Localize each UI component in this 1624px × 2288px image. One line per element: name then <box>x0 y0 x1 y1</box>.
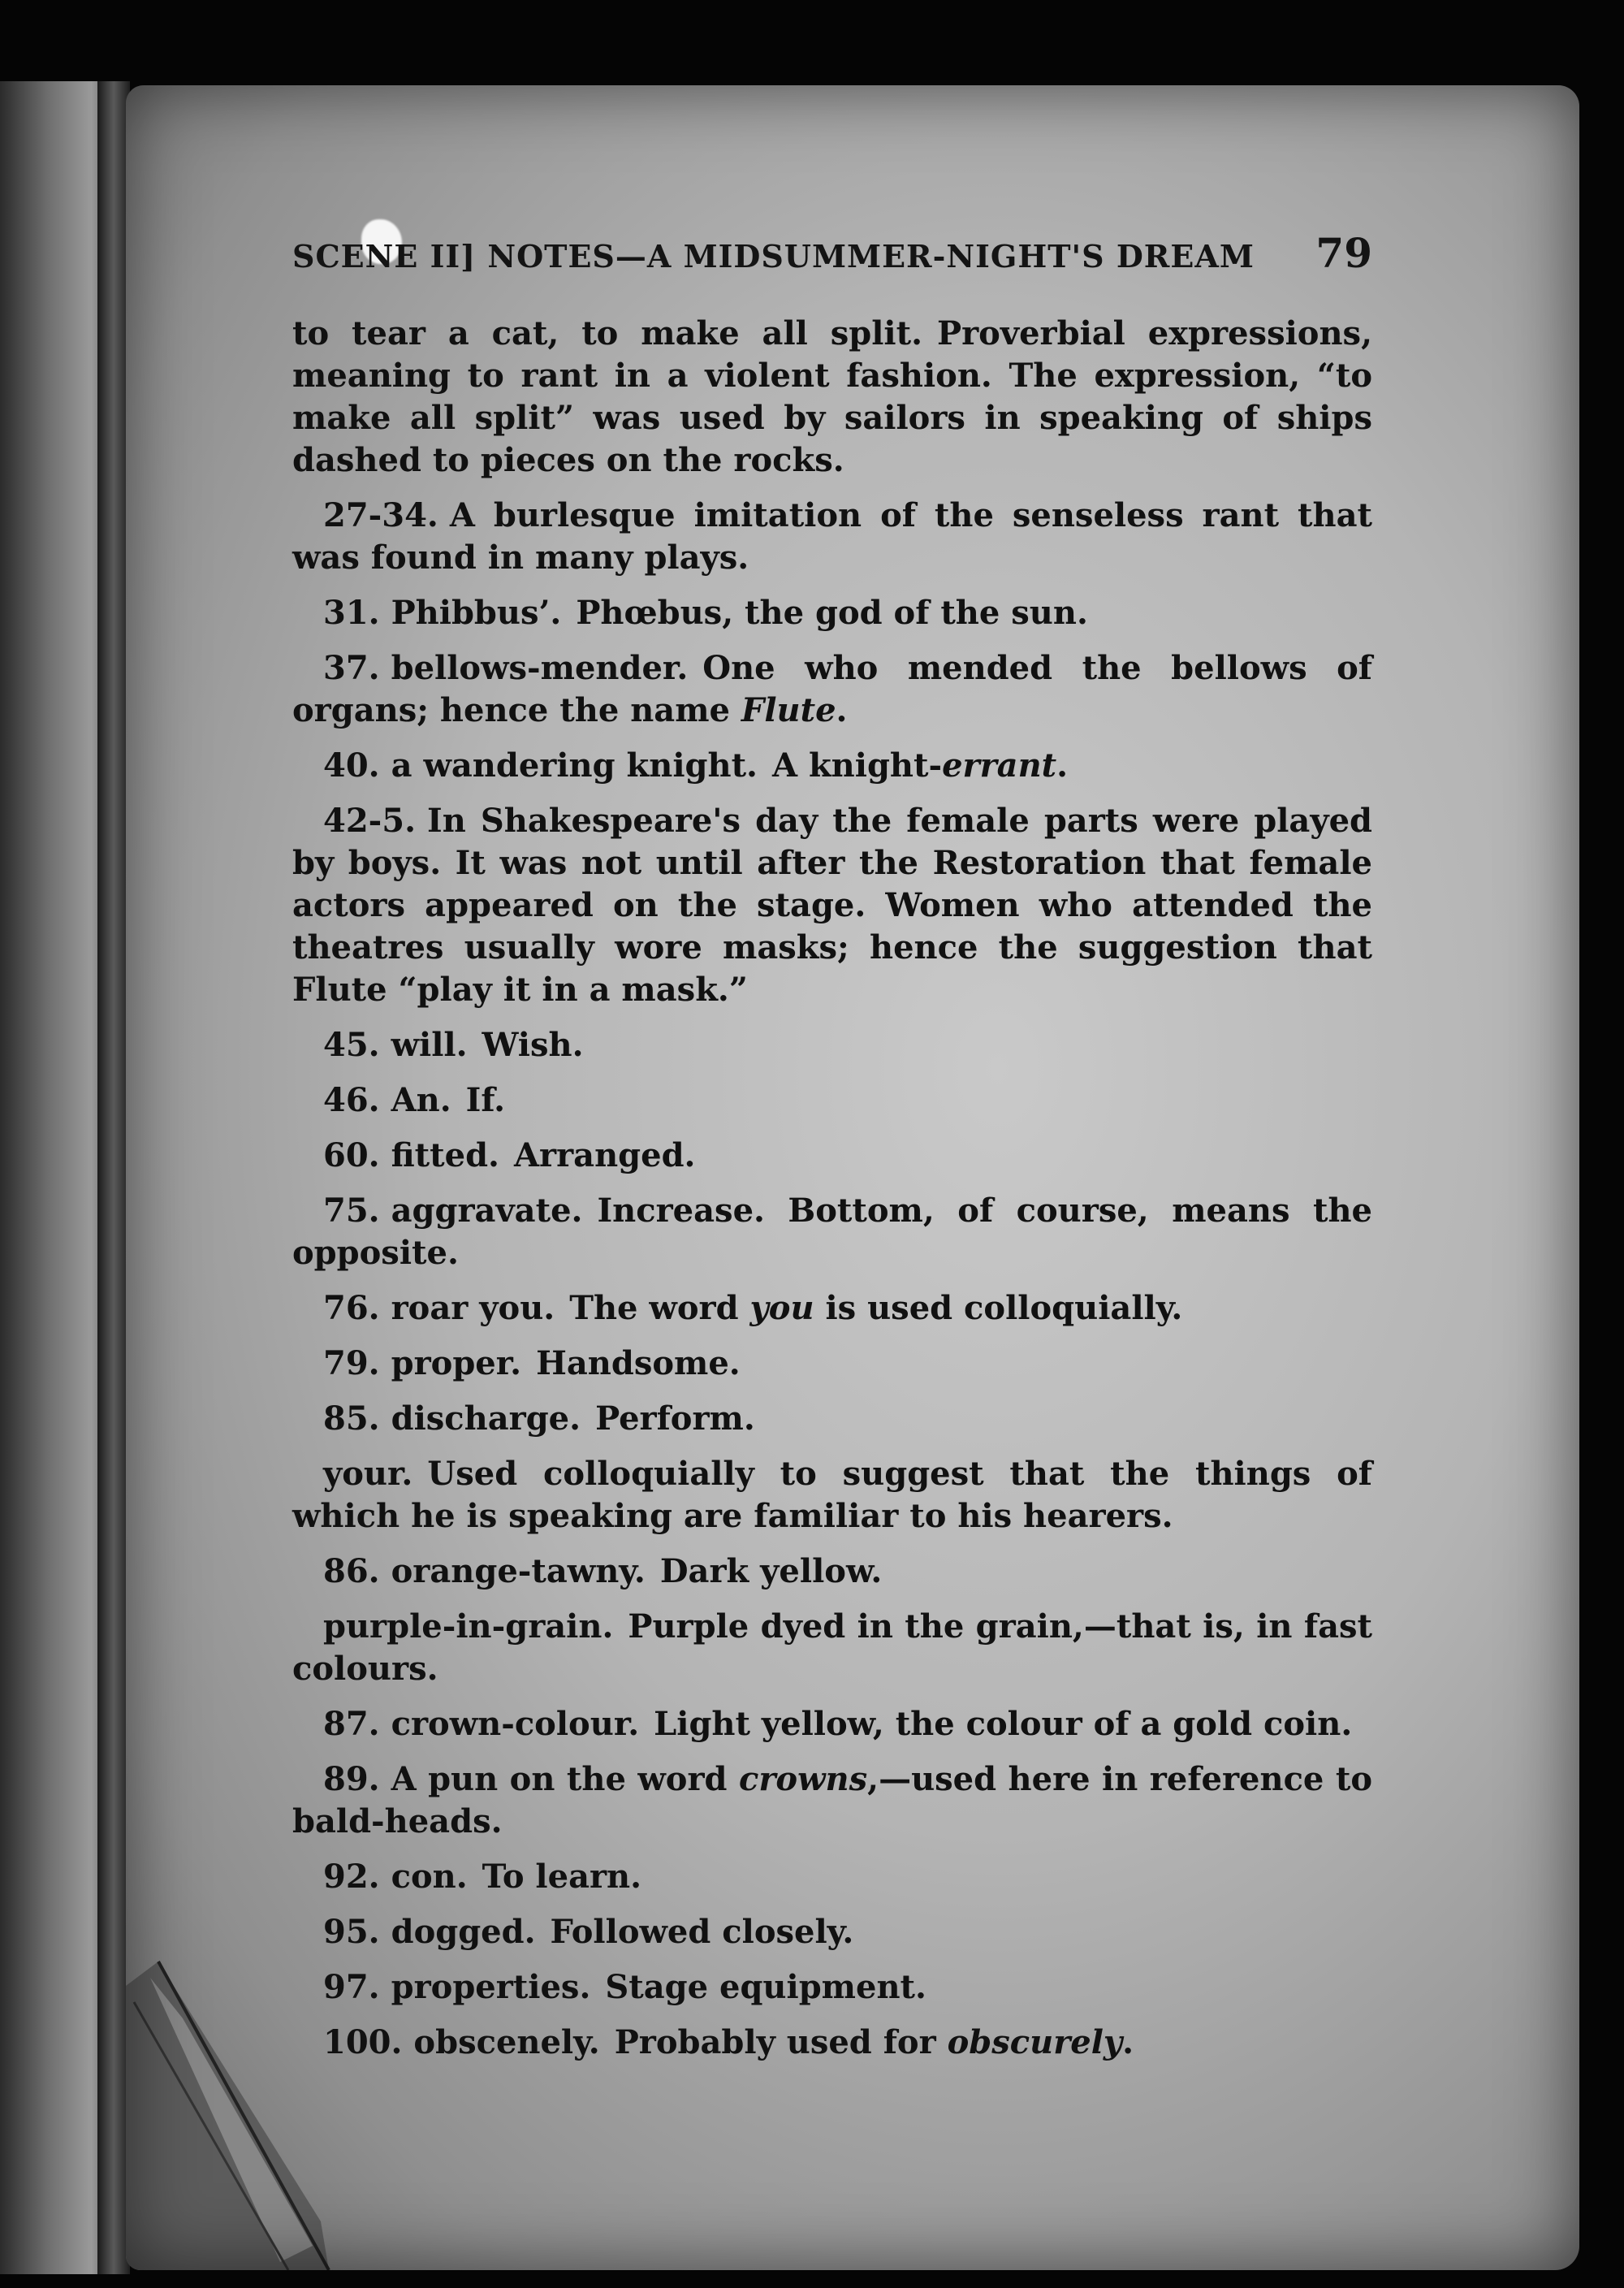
note-term: roar you. <box>391 1289 555 1327</box>
note-entry <box>292 1190 1372 1274</box>
note-line-number: 89. <box>323 1760 380 1798</box>
note-term: dogged. <box>391 1913 536 1951</box>
note-term: proper. <box>391 1344 522 1382</box>
running-title: SCENE II] NOTES—A MIDSUMMER-NIGHT'S DREAM <box>292 238 1255 275</box>
note-term: discharge. <box>391 1399 581 1438</box>
note-entry <box>292 1856 1372 1898</box>
note-gloss: . <box>836 691 848 729</box>
note-gloss: you <box>749 1289 814 1327</box>
note-term: bellows-mender. <box>391 649 689 687</box>
note-gloss: crowns <box>738 1760 868 1798</box>
note-entry <box>292 1606 1372 1690</box>
note-line-number: 85. <box>323 1399 380 1438</box>
note-entry <box>292 2022 1372 2064</box>
note-gloss: Stage equipment. <box>605 1968 926 2006</box>
note-gloss: Wish. <box>482 1026 584 1064</box>
note-term: aggravate. <box>391 1192 583 1230</box>
note-line-number: 86. <box>323 1552 380 1590</box>
note-entry <box>292 1758 1372 1843</box>
note-entry <box>292 1343 1372 1385</box>
note-term: orange-tawny. <box>391 1552 646 1590</box>
note-gloss: is used colloquially. <box>814 1289 1183 1327</box>
note-gloss: Perform. <box>595 1399 755 1438</box>
note-entry <box>292 1911 1372 1953</box>
note-term: purple-in-grain. <box>323 1607 614 1646</box>
note-gloss: Probably used for <box>614 2023 948 2061</box>
page-number: 79 <box>1315 229 1372 277</box>
note-term: to tear a cat, to make all split. <box>292 314 922 352</box>
note-gloss: obscurely <box>947 2023 1123 2061</box>
note-term: obscenely. <box>413 2023 600 2061</box>
note-gloss: Dark yellow. <box>659 1552 883 1590</box>
note-line-number: 37. <box>323 649 380 687</box>
note-entry <box>292 1551 1372 1593</box>
note-gloss: Handsome. <box>536 1344 741 1382</box>
note-gloss: Flute <box>741 691 836 729</box>
note-gloss: The word <box>569 1289 750 1327</box>
note-term: crown-colour. <box>391 1705 640 1743</box>
note-entry <box>292 1079 1372 1122</box>
note-entry <box>292 1287 1372 1330</box>
note-term: your. <box>323 1455 413 1493</box>
note-entry <box>292 1966 1372 2009</box>
notes-list <box>292 313 1372 2077</box>
note-entry <box>292 1135 1372 1177</box>
note-line-number: 60. <box>323 1136 380 1174</box>
note-line-number: 40. <box>323 746 380 785</box>
note-gloss: Arranged. <box>513 1136 696 1174</box>
note-line-number: 75. <box>323 1192 380 1230</box>
note-entry <box>292 313 1372 482</box>
note-entry <box>292 1453 1372 1538</box>
note-entry <box>292 745 1372 787</box>
note-term: An. <box>391 1081 451 1119</box>
note-entry <box>292 495 1372 579</box>
note-entry <box>292 592 1372 634</box>
note-line-number: 46. <box>323 1081 380 1119</box>
note-gloss: Proverbial expressions, meaning to rant in a violent fashion. The expression, “to make all split” was used by sailors in speaking of ships dashed to pieces on the rocks. <box>292 314 1372 479</box>
note-gloss: A pun on the word <box>391 1760 739 1798</box>
note-gloss: One who mended the bellows of organs; hence the name <box>292 649 1372 729</box>
note-term: properties. <box>391 1968 591 2006</box>
note-gloss: In Shakespeare's day the female parts were played by boys. It was not until after the Restoration that female actors appeared on the stage. Women who attended the theatres usually wore masks; hence the suggestion that Flute “play it in a mask.” <box>292 802 1372 1009</box>
note-gloss: Purple dyed in the grain,—that is, in fast colours. <box>292 1607 1372 1688</box>
note-line-number: 76. <box>323 1289 380 1327</box>
note-line-number: 97. <box>323 1968 380 2006</box>
note-entry <box>292 1703 1372 1745</box>
note-gloss: A burlesque imitation of the senseless rant that was found in many plays. <box>292 496 1372 577</box>
note-term: fitted. <box>391 1136 499 1174</box>
note-line-number: 92. <box>323 1858 380 1896</box>
note-gloss: Followed closely. <box>550 1913 854 1951</box>
running-header <box>292 229 1372 277</box>
note-line-number: 100. <box>323 2023 403 2061</box>
note-gloss: Phœbus, the god of the sun. <box>576 594 1088 632</box>
book-gutter <box>97 81 130 2274</box>
note-line-number: 45. <box>323 1026 380 1064</box>
note-term: con. <box>391 1858 468 1896</box>
note-term: a wandering knight. <box>391 746 758 785</box>
note-entry <box>292 800 1372 1011</box>
note-gloss: . <box>1122 2023 1134 2061</box>
note-term: Phibbus’. <box>391 594 562 632</box>
note-gloss: A knight- <box>771 746 943 785</box>
note-gloss: Increase. Bottom, of course, means the opposite. <box>292 1192 1372 1272</box>
note-gloss: Used colloquially to suggest that the things of which he is speaking are familiar to his hearers. <box>292 1455 1372 1535</box>
note-gloss: ,—used here in reference to bald-heads. <box>292 1760 1372 1840</box>
note-gloss: . <box>1056 746 1069 785</box>
note-gloss: If. <box>465 1081 506 1119</box>
note-entry <box>292 1398 1372 1440</box>
note-line-number: 27-34. <box>323 496 438 534</box>
note-line-number: 95. <box>323 1913 380 1951</box>
note-term: will. <box>391 1026 468 1064</box>
note-gloss: errant <box>942 746 1057 785</box>
note-gloss: To learn. <box>482 1858 642 1896</box>
note-entry <box>292 647 1372 732</box>
note-entry <box>292 1024 1372 1066</box>
note-line-number: 79. <box>323 1344 380 1382</box>
note-line-number: 31. <box>323 594 380 632</box>
note-line-number: 42-5. <box>323 802 417 840</box>
note-line-number: 87. <box>323 1705 380 1743</box>
note-gloss: Light yellow, the colour of a gold coin. <box>654 1705 1353 1743</box>
